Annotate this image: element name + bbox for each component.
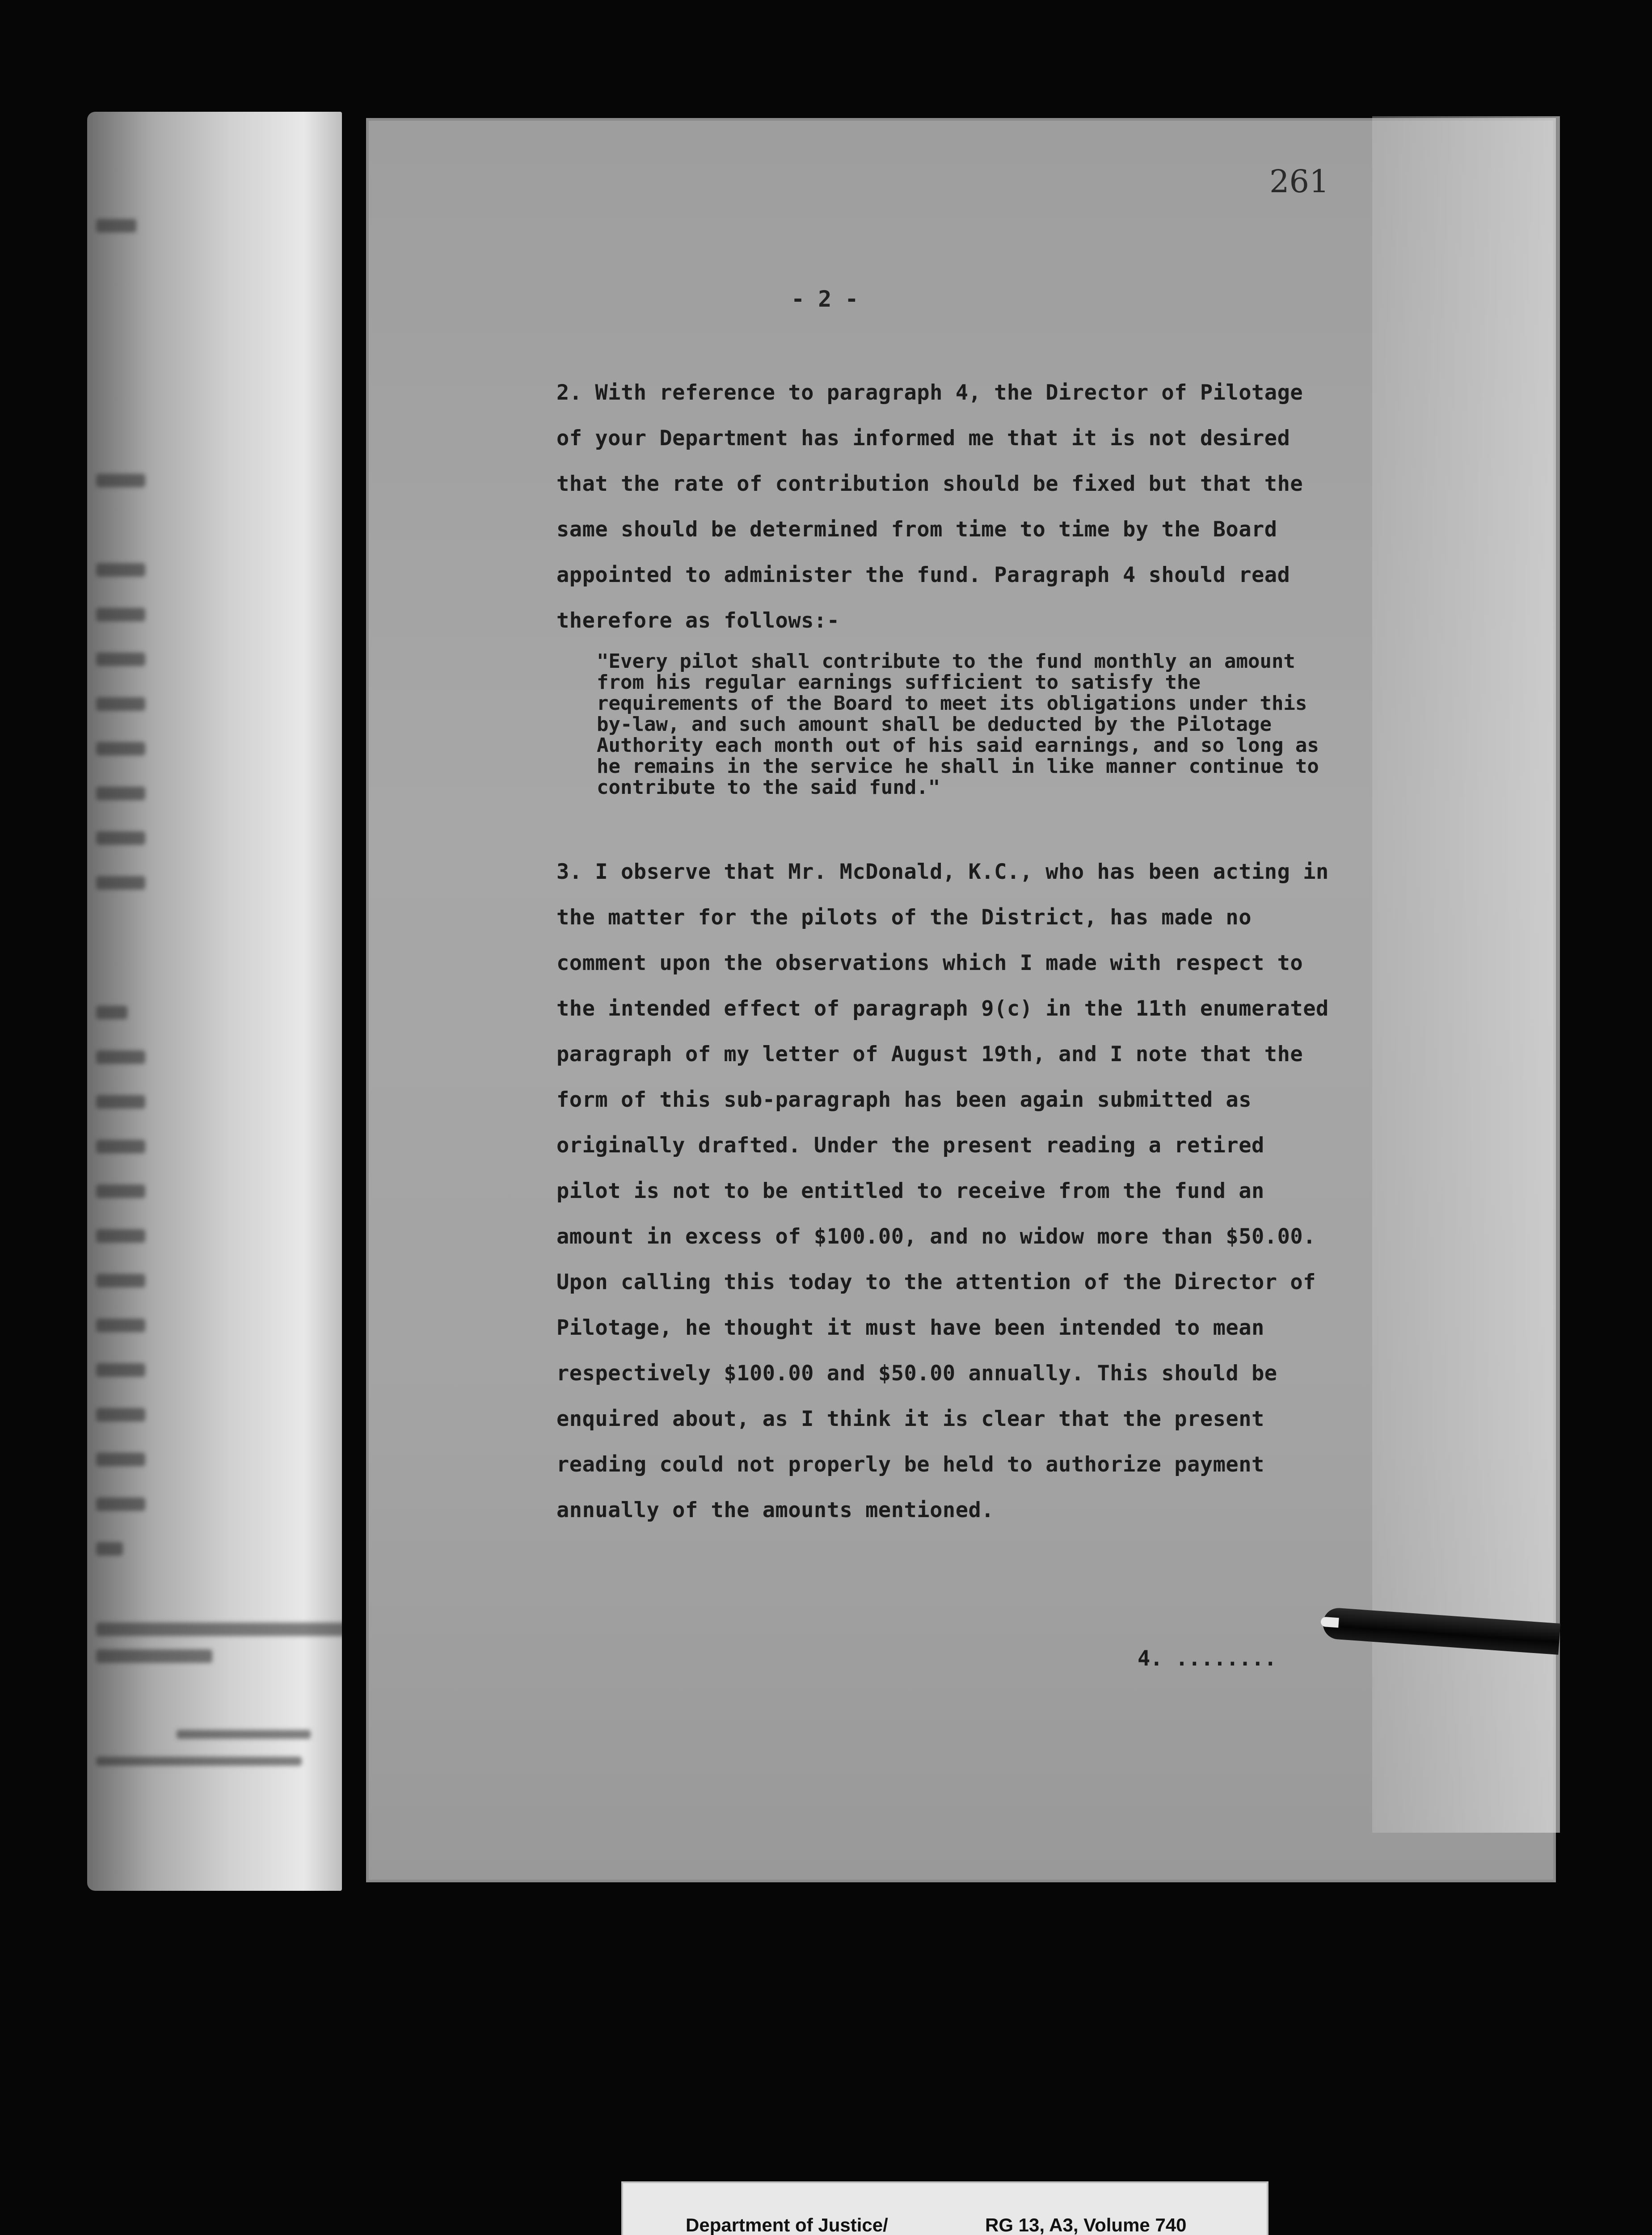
faded-text-line xyxy=(96,876,145,890)
faded-text-line xyxy=(96,1649,212,1663)
faded-text-line xyxy=(96,1319,145,1332)
faded-text-line xyxy=(96,1757,302,1766)
faded-text-line xyxy=(96,1050,145,1064)
faded-text-line xyxy=(96,1140,145,1153)
faded-text-line xyxy=(96,697,145,711)
faded-text-line xyxy=(96,653,145,666)
sheet-edge xyxy=(1372,116,1560,1833)
faded-text-line xyxy=(96,608,145,621)
faded-text-line xyxy=(96,474,145,487)
department-name xyxy=(686,2214,888,2235)
faded-text-line xyxy=(96,1185,145,1198)
faded-text-line xyxy=(96,1363,145,1377)
faded-text-line xyxy=(96,1408,145,1421)
facing-page xyxy=(87,112,342,1891)
paragraph-3: 3. I observe that Mr. McDonald, K.C., who has been acting in the matter for the pilots of the District, has made no comment upon the observations which I made with respect to the intended effect of paragraph 9(c) in the 11th enumerated paragraph of my letter of August 19th, and I note that the form of this sub-paragraph has been again submitted as originally drafted. Under the present reading a retired pilot is not to be entitled to receive from the fund an amount in excess of $100.00, and no widow more than $50.00. Upon calling this today to the attention of the Director of Pilotage, he thought it must have been intended to mean respectively $100.00 and $50.00 annually. This should be enquired about, as I think it is clear that the present reading could not properly be held to authorize payment annually of the amounts mentioned. xyxy=(556,860,1329,1522)
faded-text-line xyxy=(96,1453,145,1466)
faded-text-line xyxy=(96,563,145,577)
page-marker: - 2 - xyxy=(791,286,859,312)
faded-text-line xyxy=(96,742,145,755)
faded-text-line xyxy=(96,1274,145,1287)
faded-text-line xyxy=(96,1095,145,1109)
faded-text-line xyxy=(96,1542,123,1556)
faded-text-line xyxy=(96,831,145,845)
faded-text-line xyxy=(96,1623,342,1636)
continuation-marker: 4. ........ xyxy=(1138,1646,1277,1671)
record-group-reference: RG 13, A3, Volume 740 xyxy=(985,2214,1187,2235)
department-en: Department of Justice/ xyxy=(686,2214,888,2235)
faded-text-line xyxy=(96,787,145,800)
pen-tip xyxy=(1320,1617,1339,1628)
archive-label xyxy=(621,2181,1268,2235)
faded-text-line xyxy=(96,219,136,232)
faded-text-line xyxy=(96,1497,145,1511)
paragraph-2: 2. With reference to paragraph 4, the Director of Pilotage of your Department has informed me that it is not desired that the rate of contribution should be fixed but that the same should be determined from time to time by the Board appointed to administer the fund. Paragraph 4 should read therefore as follows:- xyxy=(556,380,1303,633)
faded-text-line xyxy=(177,1730,311,1739)
faded-text-line xyxy=(96,1229,145,1243)
quoted-paragraph: "Every pilot shall contribute to the fund monthly an amount from his regular earnings sufficient to satisfy the requirements of the Board to meet its obligations under this by-law, and such amount shall be deducted by the Pilotage Authority each month out of his said earnings, and so long as he remains in the service he shall in like manner continue to contribute to the said fund." xyxy=(597,650,1319,799)
page-number: 261 xyxy=(1269,163,1329,200)
faded-text-line xyxy=(96,1006,127,1019)
